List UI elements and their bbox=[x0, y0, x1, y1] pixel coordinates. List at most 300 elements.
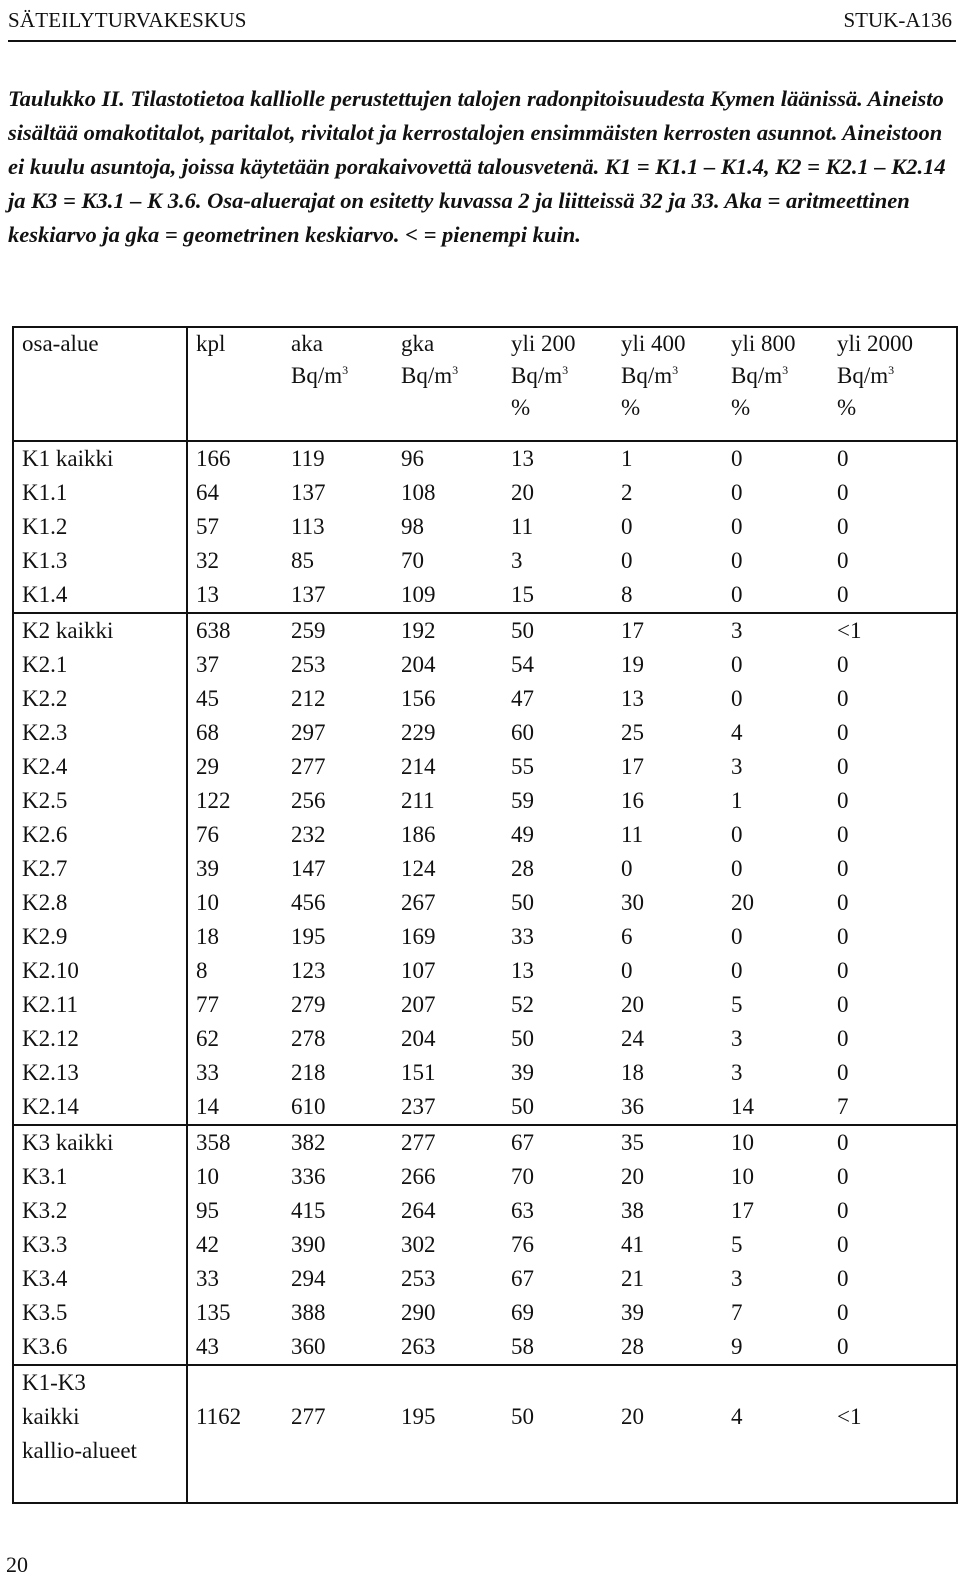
value-cell: 33 bbox=[511, 924, 534, 949]
value-cell: 37 bbox=[196, 652, 219, 677]
value-cell: 151 bbox=[401, 1060, 436, 1085]
total-value-cell: <1 bbox=[829, 1365, 957, 1503]
table-row bbox=[13, 510, 957, 544]
unit-exponent: 3 bbox=[342, 363, 349, 377]
value-cell: 358 bbox=[187, 1125, 283, 1160]
value-cell: 2 bbox=[621, 480, 633, 505]
table-row bbox=[13, 716, 957, 750]
value-cell: 69 bbox=[511, 1300, 534, 1325]
column-header-line2 bbox=[731, 360, 829, 392]
value-cell: 610 bbox=[291, 1094, 326, 1119]
value-cell: 60 bbox=[511, 720, 534, 745]
page-number: 20 bbox=[6, 1552, 28, 1577]
column-header-text: yli 800 bbox=[731, 331, 796, 356]
table-row bbox=[13, 1228, 957, 1262]
value-cell: 96 bbox=[401, 446, 424, 471]
column-header-text: yli 400 bbox=[621, 331, 686, 356]
table-row bbox=[13, 1296, 957, 1330]
value-cell: 76 bbox=[196, 822, 219, 847]
area-code-cell: K3.1 bbox=[13, 1160, 187, 1194]
column-header-text: Bq/m bbox=[837, 363, 889, 388]
value-cell: 28 bbox=[511, 856, 534, 881]
report-series-number: STUK-A136 bbox=[843, 8, 952, 32]
value-cell: 107 bbox=[401, 958, 436, 983]
value-cell: 232 bbox=[291, 822, 326, 847]
value-cell: 0 bbox=[837, 686, 849, 711]
column-header bbox=[503, 327, 613, 441]
value-cell: 77 bbox=[196, 992, 219, 1017]
column-header-line1 bbox=[401, 328, 503, 360]
value-cell: 290 bbox=[401, 1300, 436, 1325]
table-row bbox=[13, 648, 957, 682]
value-cell: 43 bbox=[196, 1334, 219, 1359]
value-cell: 147 bbox=[291, 856, 326, 881]
value-cell: 0 bbox=[731, 582, 743, 607]
area-code-cell: K2.1 bbox=[13, 648, 187, 682]
column-header-text: % bbox=[731, 395, 751, 420]
table-caption-label: Taulukko II. bbox=[8, 86, 125, 111]
area-code-cell: K2.13 bbox=[13, 1056, 187, 1090]
value-cell: 19 bbox=[621, 652, 644, 677]
unit-exponent: 3 bbox=[888, 363, 895, 377]
value-cell: 6 bbox=[621, 924, 633, 949]
value-cell: 0 bbox=[731, 548, 743, 573]
value-cell: 3 bbox=[511, 548, 523, 573]
value-cell: 18 bbox=[621, 1060, 644, 1085]
value-cell: 0 bbox=[837, 924, 849, 949]
column-header-line1 bbox=[22, 328, 186, 360]
value-cell: 266 bbox=[401, 1164, 436, 1189]
total-value-cell: 4 bbox=[723, 1365, 829, 1503]
area-code-cell: K2.8 bbox=[13, 886, 187, 920]
column-header-line3 bbox=[22, 392, 186, 424]
value-cell: 5 bbox=[731, 992, 743, 1017]
value-cell: 0 bbox=[837, 1198, 849, 1223]
column-header bbox=[283, 327, 393, 441]
value-cell: 85 bbox=[291, 548, 314, 573]
value-cell: 0 bbox=[621, 514, 633, 539]
value-cell: 3 bbox=[731, 1026, 743, 1051]
value-cell: 294 bbox=[291, 1266, 326, 1291]
column-header-line2 bbox=[22, 360, 186, 392]
value-cell: 0 bbox=[837, 856, 849, 881]
value-cell: 277 bbox=[393, 1125, 503, 1160]
value-cell: 1 bbox=[731, 788, 743, 813]
value-cell: 0 bbox=[621, 856, 633, 881]
running-header bbox=[8, 4, 952, 36]
value-cell: 20 bbox=[621, 1164, 644, 1189]
value-cell: 192 bbox=[393, 613, 503, 648]
value-cell: 277 bbox=[291, 754, 326, 779]
column-header bbox=[393, 327, 503, 441]
value-cell: 10 bbox=[723, 1125, 829, 1160]
value-cell: 336 bbox=[291, 1164, 326, 1189]
value-cell: 0 bbox=[837, 582, 849, 607]
value-cell: 11 bbox=[621, 822, 644, 847]
table-row bbox=[13, 476, 957, 510]
value-cell: 36 bbox=[621, 1094, 644, 1119]
total-label-cell bbox=[13, 1365, 187, 1503]
area-code-cell: K1.3 bbox=[13, 544, 187, 578]
value-cell: 16 bbox=[621, 788, 644, 813]
area-code-cell: K2 kaikki bbox=[13, 613, 187, 648]
table-row bbox=[13, 1090, 957, 1125]
value-cell: 253 bbox=[291, 652, 326, 677]
value-cell: 30 bbox=[621, 890, 644, 915]
value-cell: 0 bbox=[731, 856, 743, 881]
value-cell: 0 bbox=[837, 1060, 849, 1085]
value-cell: 67 bbox=[511, 1266, 534, 1291]
unit-exponent: 3 bbox=[672, 363, 679, 377]
value-cell: 0 bbox=[731, 514, 743, 539]
table-row bbox=[13, 1056, 957, 1090]
value-cell: 13 bbox=[511, 446, 534, 471]
value-cell: 0 bbox=[837, 822, 849, 847]
column-header-text: gka bbox=[401, 331, 435, 356]
value-cell: 64 bbox=[196, 480, 219, 505]
column-header-text: % bbox=[621, 395, 641, 420]
value-cell: 0 bbox=[621, 958, 633, 983]
value-cell: 13 bbox=[621, 686, 644, 711]
area-code-cell: K3.2 bbox=[13, 1194, 187, 1228]
value-cell: 50 bbox=[511, 890, 534, 915]
column-header-line1 bbox=[731, 328, 829, 360]
column-header-text: osa-alue bbox=[22, 331, 99, 356]
value-cell: 49 bbox=[511, 822, 534, 847]
value-cell: 211 bbox=[401, 788, 435, 813]
value-cell: 415 bbox=[291, 1198, 326, 1223]
value-cell: 68 bbox=[196, 720, 219, 745]
value-cell: 10 bbox=[196, 890, 219, 915]
value-cell: 52 bbox=[511, 992, 534, 1017]
value-cell: 108 bbox=[401, 480, 436, 505]
value-cell: 119 bbox=[291, 446, 325, 471]
area-code-cell: K3 kaikki bbox=[13, 1125, 187, 1160]
total-label-line: K1-K3 bbox=[22, 1370, 86, 1395]
column-header-text: Bq/m bbox=[511, 363, 563, 388]
column-header bbox=[829, 327, 957, 441]
value-cell: 63 bbox=[511, 1198, 534, 1223]
value-cell: 278 bbox=[291, 1026, 326, 1051]
column-header-line1 bbox=[511, 328, 613, 360]
column-header-text: yli 200 bbox=[511, 331, 576, 356]
value-cell: 33 bbox=[196, 1060, 219, 1085]
column-header-line2 bbox=[401, 360, 503, 392]
value-cell: 45 bbox=[196, 686, 219, 711]
unit-exponent: 3 bbox=[782, 363, 789, 377]
column-header-line2 bbox=[511, 360, 613, 392]
value-cell: 54 bbox=[511, 652, 534, 677]
value-cell: 113 bbox=[291, 514, 325, 539]
value-cell: 237 bbox=[401, 1094, 436, 1119]
total-value-cell: 1162 bbox=[187, 1365, 283, 1503]
value-cell: 0 bbox=[837, 480, 849, 505]
value-cell: 20 bbox=[621, 992, 644, 1017]
value-cell: 0 bbox=[837, 1232, 849, 1257]
area-code-cell: K2.4 bbox=[13, 750, 187, 784]
value-cell: 109 bbox=[401, 582, 436, 607]
value-cell: 279 bbox=[291, 992, 326, 1017]
value-cell: 20 bbox=[731, 890, 754, 915]
value-cell: 256 bbox=[291, 788, 326, 813]
value-cell: 39 bbox=[196, 856, 219, 881]
value-cell: 14 bbox=[196, 1094, 219, 1119]
area-code-cell: K1.1 bbox=[13, 476, 187, 510]
value-cell: 229 bbox=[401, 720, 436, 745]
column-header-text: % bbox=[837, 395, 857, 420]
table-row bbox=[13, 988, 957, 1022]
value-cell: 29 bbox=[196, 754, 219, 779]
value-cell: 98 bbox=[401, 514, 424, 539]
column-header-text: Bq/m bbox=[731, 363, 783, 388]
value-cell: 218 bbox=[291, 1060, 326, 1085]
value-cell: 14 bbox=[731, 1094, 754, 1119]
table-row bbox=[13, 578, 957, 613]
value-cell: 58 bbox=[511, 1334, 534, 1359]
value-cell: 10 bbox=[196, 1164, 219, 1189]
total-label-line: kaikki bbox=[22, 1404, 80, 1429]
value-cell: 3 bbox=[731, 754, 743, 779]
value-cell: 50 bbox=[503, 613, 613, 648]
value-cell: 390 bbox=[291, 1232, 326, 1257]
area-code-cell: K1.4 bbox=[13, 578, 187, 613]
value-cell: 13 bbox=[196, 582, 219, 607]
value-cell: 212 bbox=[291, 686, 326, 711]
area-code-cell: K3.5 bbox=[13, 1296, 187, 1330]
area-code-cell: K2.2 bbox=[13, 682, 187, 716]
column-header-line3 bbox=[401, 392, 503, 424]
column-header-line2 bbox=[196, 360, 283, 392]
column-header-text: % bbox=[511, 395, 531, 420]
value-cell: 0 bbox=[837, 1334, 849, 1359]
value-cell: 39 bbox=[511, 1060, 534, 1085]
value-cell: 20 bbox=[511, 480, 534, 505]
value-cell: 0 bbox=[837, 1300, 849, 1325]
value-cell: 0 bbox=[837, 958, 849, 983]
value-cell: 195 bbox=[291, 924, 326, 949]
column-header bbox=[723, 327, 829, 441]
table-total-row bbox=[13, 1365, 957, 1503]
value-cell: 0 bbox=[829, 1125, 957, 1160]
column-header-line3 bbox=[196, 392, 283, 424]
value-cell: 67 bbox=[503, 1125, 613, 1160]
table-row bbox=[13, 1330, 957, 1365]
value-cell: 186 bbox=[401, 822, 436, 847]
value-cell: 0 bbox=[731, 652, 743, 677]
value-cell: 0 bbox=[731, 686, 743, 711]
area-code-cell: K3.6 bbox=[13, 1330, 187, 1365]
value-cell: 50 bbox=[511, 1026, 534, 1051]
area-code-cell: K2.7 bbox=[13, 852, 187, 886]
value-cell: <1 bbox=[829, 613, 957, 648]
value-cell: 21 bbox=[621, 1266, 644, 1291]
value-cell: 0 bbox=[837, 548, 849, 573]
value-cell: 137 bbox=[291, 480, 326, 505]
value-cell: 263 bbox=[401, 1334, 436, 1359]
value-cell: 17 bbox=[613, 613, 723, 648]
value-cell: 10 bbox=[731, 1164, 754, 1189]
value-cell: 41 bbox=[621, 1232, 644, 1257]
column-header-text: kpl bbox=[196, 331, 226, 356]
value-cell: 267 bbox=[401, 890, 436, 915]
column-header-line1 bbox=[837, 328, 956, 360]
value-cell: 0 bbox=[837, 652, 849, 677]
table-group-summary-row bbox=[13, 613, 957, 648]
value-cell: 135 bbox=[196, 1300, 231, 1325]
area-code-cell: K3.3 bbox=[13, 1228, 187, 1262]
area-code-cell: K2.3 bbox=[13, 716, 187, 750]
table-row bbox=[13, 954, 957, 988]
area-code-cell: K2.10 bbox=[13, 954, 187, 988]
value-cell: 0 bbox=[837, 514, 849, 539]
value-cell: 4 bbox=[731, 720, 743, 745]
value-cell: 259 bbox=[283, 613, 393, 648]
column-header-line3 bbox=[511, 392, 613, 424]
value-cell: 76 bbox=[511, 1232, 534, 1257]
value-cell: 50 bbox=[511, 1094, 534, 1119]
value-cell: 1 bbox=[621, 446, 633, 471]
table-row bbox=[13, 544, 957, 578]
column-header-text: yli 2000 bbox=[837, 331, 914, 356]
value-cell: 18 bbox=[196, 924, 219, 949]
value-cell: 0 bbox=[731, 822, 743, 847]
value-cell: 62 bbox=[196, 1026, 219, 1051]
value-cell: 25 bbox=[621, 720, 644, 745]
publisher-name: SÄTEILYTURVAKESKUS bbox=[8, 8, 247, 32]
value-cell: 59 bbox=[511, 788, 534, 813]
area-code-cell: K2.14 bbox=[13, 1090, 187, 1125]
value-cell: 17 bbox=[731, 1198, 754, 1223]
value-cell: 35 bbox=[613, 1125, 723, 1160]
column-header-line3 bbox=[731, 392, 829, 424]
column-header-line3 bbox=[291, 392, 393, 424]
value-cell: 55 bbox=[511, 754, 534, 779]
table-row bbox=[13, 750, 957, 784]
value-cell: 0 bbox=[837, 446, 849, 471]
value-cell: 28 bbox=[621, 1334, 644, 1359]
value-cell: 456 bbox=[291, 890, 326, 915]
value-cell: 95 bbox=[196, 1198, 219, 1223]
value-cell: 0 bbox=[837, 1164, 849, 1189]
area-code-cell: K3.4 bbox=[13, 1262, 187, 1296]
area-code-cell: K2.9 bbox=[13, 920, 187, 954]
value-cell: 0 bbox=[837, 890, 849, 915]
table-group-summary-row bbox=[13, 441, 957, 476]
value-cell: 15 bbox=[511, 582, 534, 607]
value-cell: 253 bbox=[401, 1266, 436, 1291]
table-header-row bbox=[13, 327, 957, 441]
column-header-line1 bbox=[291, 328, 393, 360]
table-row bbox=[13, 818, 957, 852]
value-cell: 38 bbox=[621, 1198, 644, 1223]
column-header-text: aka bbox=[291, 331, 323, 356]
value-cell: 0 bbox=[731, 924, 743, 949]
column-header-line2 bbox=[291, 360, 393, 392]
value-cell: 0 bbox=[837, 754, 849, 779]
value-cell: 0 bbox=[837, 788, 849, 813]
table-caption-text: Tilastotietoa kalliolle perustettujen talojen radonpitoisuudesta Kymen läänissä. Aineisto sisältää omakotitalot, paritalot, rivitalot ja kerrostalojen ensimmäisten kerrosten asunnot. Aineistoon ei kuulu asuntoja, joissa käytetään porakaivovettä talousvetenä. K1 = K1.1 – K1.4, K2 = K2.1 – K2.14 ja K3 = K3.1 – K 3.6. Osa-aluerajat on esitetty kuvassa 2 ja liitteissä 32 ja 33. Aka = aritmeettinen keskiarvo ja gka = geometrinen keskiarvo. < = pienempi kuin. bbox=[8, 86, 946, 247]
column-header-text: Bq/m bbox=[291, 363, 343, 388]
value-cell: 214 bbox=[401, 754, 436, 779]
value-cell: 297 bbox=[291, 720, 326, 745]
column-header bbox=[187, 327, 283, 441]
table-row bbox=[13, 784, 957, 818]
value-cell: 122 bbox=[196, 788, 231, 813]
table-row bbox=[13, 852, 957, 886]
value-cell: 124 bbox=[401, 856, 436, 881]
value-cell: 17 bbox=[621, 754, 644, 779]
unit-exponent: 3 bbox=[452, 363, 459, 377]
table-row bbox=[13, 682, 957, 716]
column-header-line1 bbox=[621, 328, 723, 360]
value-cell: 3 bbox=[723, 613, 829, 648]
value-cell: 33 bbox=[196, 1266, 219, 1291]
column-header bbox=[13, 327, 187, 441]
table-row bbox=[13, 1262, 957, 1296]
value-cell: 204 bbox=[401, 652, 436, 677]
total-value-cell: 50 bbox=[503, 1365, 613, 1503]
value-cell: 264 bbox=[401, 1198, 436, 1223]
value-cell: 382 bbox=[283, 1125, 393, 1160]
value-cell: 9 bbox=[731, 1334, 743, 1359]
table-group-summary-row bbox=[13, 1125, 957, 1160]
total-value-cell: 195 bbox=[393, 1365, 503, 1503]
header-rule bbox=[8, 40, 956, 42]
value-cell: 123 bbox=[291, 958, 326, 983]
value-cell: 7 bbox=[731, 1300, 743, 1325]
value-cell: 42 bbox=[196, 1232, 219, 1257]
value-cell: 11 bbox=[511, 514, 534, 539]
value-cell: 169 bbox=[401, 924, 436, 949]
table-body bbox=[13, 327, 957, 1503]
value-cell: 70 bbox=[511, 1164, 534, 1189]
value-cell: 3 bbox=[731, 1266, 743, 1291]
value-cell: 166 bbox=[196, 446, 231, 471]
table-caption bbox=[8, 82, 952, 252]
value-cell: 207 bbox=[401, 992, 436, 1017]
area-code-cell: K1.2 bbox=[13, 510, 187, 544]
value-cell: 638 bbox=[187, 613, 283, 648]
value-cell: 32 bbox=[196, 548, 219, 573]
column-header-line1 bbox=[196, 328, 283, 360]
column-header-line2 bbox=[621, 360, 723, 392]
radon-statistics-table bbox=[12, 326, 958, 1504]
unit-exponent: 3 bbox=[562, 363, 569, 377]
area-code-cell: K2.5 bbox=[13, 784, 187, 818]
value-cell: 0 bbox=[731, 480, 743, 505]
value-cell: 3 bbox=[731, 1060, 743, 1085]
value-cell: 388 bbox=[291, 1300, 326, 1325]
value-cell: 13 bbox=[511, 958, 534, 983]
value-cell: 57 bbox=[196, 514, 219, 539]
table-row bbox=[13, 886, 957, 920]
value-cell: 0 bbox=[621, 548, 633, 573]
value-cell: 8 bbox=[196, 958, 208, 983]
value-cell: 0 bbox=[837, 1266, 849, 1291]
area-code-cell: K2.6 bbox=[13, 818, 187, 852]
value-cell: 70 bbox=[401, 548, 424, 573]
area-code-cell: K2.11 bbox=[13, 988, 187, 1022]
column-header bbox=[613, 327, 723, 441]
value-cell: 302 bbox=[401, 1232, 436, 1257]
table-row bbox=[13, 1160, 957, 1194]
table-row bbox=[13, 920, 957, 954]
value-cell: 360 bbox=[291, 1334, 326, 1359]
value-cell: 0 bbox=[837, 992, 849, 1017]
column-header-line3 bbox=[837, 392, 956, 424]
value-cell: 204 bbox=[401, 1026, 436, 1051]
total-value-cell: 277 bbox=[283, 1365, 393, 1503]
